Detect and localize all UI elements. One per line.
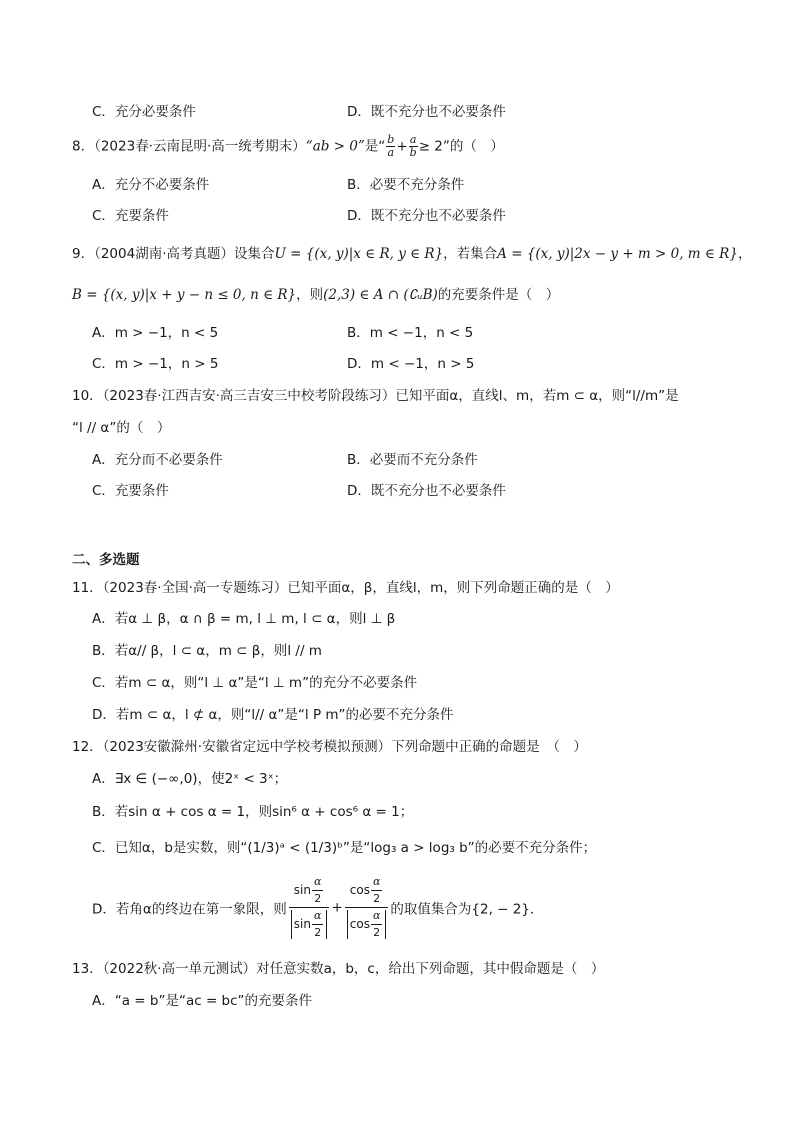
q12-option-c: C．已知α，b是实数，则“(1/3)ᵃ < (1/3)ᵇ”是“log₃ a > log₃ b”的必要不充分条件； [92,840,597,856]
q8-tail: ≥ 2”的（ ） [418,138,504,155]
q9-option-a: A．m > −1，n < 5 [92,325,219,341]
section-title-multiple-choice: 二、多选题 [72,552,140,568]
q11-option-c: C．若m ⊂ α，则“l ⊥ α”是“l ⊥ m”的充分不必要条件 [92,675,418,691]
q9-text5: 的充要条件是（ ） [437,287,560,303]
q12-option-b: B．若sin α + cos α = 1，则sin⁶ α + cos⁶ α = 1； [92,804,414,820]
q9-source: （2004湖南·高考真题） [94,246,234,262]
q12-option-d: D．若角α的终边在第一象限，则 sin $\frac{\alpha}{2}$ sin $\frac{\alpha}{2}$ + cos $\frac{\alpha}{2}$ cos $\frac{\alpha}{2}$ 的取值集合为{2, − 2}． [92,875,544,939]
q10-text1: 已知平面α，直线l、m，若m ⊂ α，则“l//m”是 [395,388,679,404]
q10-number: 10． [72,388,103,404]
q8-number: 8． [72,138,95,155]
q9-set-u: U = {(x, y)|x ∈ R, y ∈ R} [274,246,444,262]
q11-option-b: B．若α// β，l ⊂ α，m ⊂ β，则l // m [92,643,322,659]
q9-option-b: B．m < −1，n < 5 [347,325,474,341]
q12-option-d-suffix: 的取值集合为{2, − 2}． [390,901,544,918]
q11-number: 11． [72,580,103,596]
q11-option-d: D．若m ⊂ α，l ⊄ α，则“l// α”是“l P m”的必要不充分条件 [92,707,454,723]
q13-source: （2022秋·高一单元测试） [102,961,257,977]
q10-source: （2023春·江西吉安·高三吉安三中校考阶段练习） [102,388,396,404]
q11-stem [72,578,619,598]
q9-set-b: B = {(x, y)|x + y − n ≤ 0, n ∈ R} [72,287,297,303]
q8-option-b: B．必要不充分条件 [347,177,465,193]
q7-option-d: D．既不充分也不必要条件 [347,104,506,120]
q9-text4: ，则 [296,287,324,303]
q8-option-a: A．充分不必要条件 [92,177,210,193]
q12-number: 12． [72,739,103,755]
q8-option-c: C．充要条件 [92,208,169,224]
q12-text: 下列命题中正确的命题是 （ ） [391,739,587,755]
q12-fraction-cos: cos $\frac{\alpha}{2}$ cos $\frac{\alpha}{2}$ [345,876,389,939]
q10-option-b: B．必要而不充分条件 [347,452,478,468]
q13-stem [72,959,604,979]
q9-text1: 设集合 [234,246,275,262]
q8-is: 是“ [364,138,386,155]
q8-stem: 8．（2023春·云南昆明·高一统考期末）“ab > 0”是“ $\frac{b}{a}$ + $\frac{a}{b}$ ≥ 2”的（ ） [72,133,504,159]
q9-text2: ，若集合 [443,246,498,262]
q9-option-d: D．m < −1，n > 5 [347,356,475,372]
q8-condition: “ab > 0” [305,138,365,155]
q8-source: （2023春·云南昆明·高一统考期末） [94,138,306,155]
q8-fraction-b-over-a: $\frac{b}{a}$ [387,133,395,159]
q13-number: 13． [72,961,103,977]
q10-option-d: D．既不充分也不必要条件 [347,483,506,499]
q9-number: 9． [72,246,95,262]
q12-option-a: A．∃x ∈ (−∞,0)，使2ˣ < 3ˣ； [92,771,288,787]
q8-option-d: D．既不充分也不必要条件 [347,208,506,224]
q10-stem-line1 [72,386,679,406]
q10-option-c: C．充要条件 [92,483,169,499]
q9-option-c: C．m > −1，n > 5 [92,356,219,372]
q9-stem-line1 [72,244,751,264]
q9-condition: (2,3) ∈ A ∩ (∁ᵤB) [323,287,438,303]
q13-text: 对任意实数a，b，c，给出下列命题，其中假命题是（ ） [256,961,605,977]
q10-stem-line2: “l // α”的（ ） [72,420,171,436]
q9-text3: ， [737,246,752,262]
q11-option-a: A．若α ⊥ β，α ∩ β = m, l ⊥ m, l ⊂ α，则l ⊥ β [92,611,396,627]
q12-fraction-sin: sin $\frac{\alpha}{2}$ sin $\frac{\alpha}{2}$ [289,876,330,939]
q13-option-a: A．“a = b”是“ac = bc”的充要条件 [92,993,313,1009]
q10-option-a: A．充分而不必要条件 [92,452,223,468]
q11-text: 已知平面α，β，直线l，m，则下列命题正确的是（ ） [287,580,619,596]
q11-source: （2023春·全国·高一专题练习） [102,580,288,596]
q8-fraction-a-over-b: $\frac{a}{b}$ [409,133,417,159]
q9-set-a: A = {(x, y)|2x − y + m > 0, m ∈ R} [497,246,738,262]
q9-stem-line2 [72,285,559,305]
q12-option-d-prefix: D．若角α的终边在第一象限，则 [92,901,287,918]
q12-source: （2023安徽滁州·安徽省定远中学校考模拟预测） [102,739,392,755]
q7-option-c: C．充分必要条件 [92,104,196,120]
q12-stem [72,737,587,757]
